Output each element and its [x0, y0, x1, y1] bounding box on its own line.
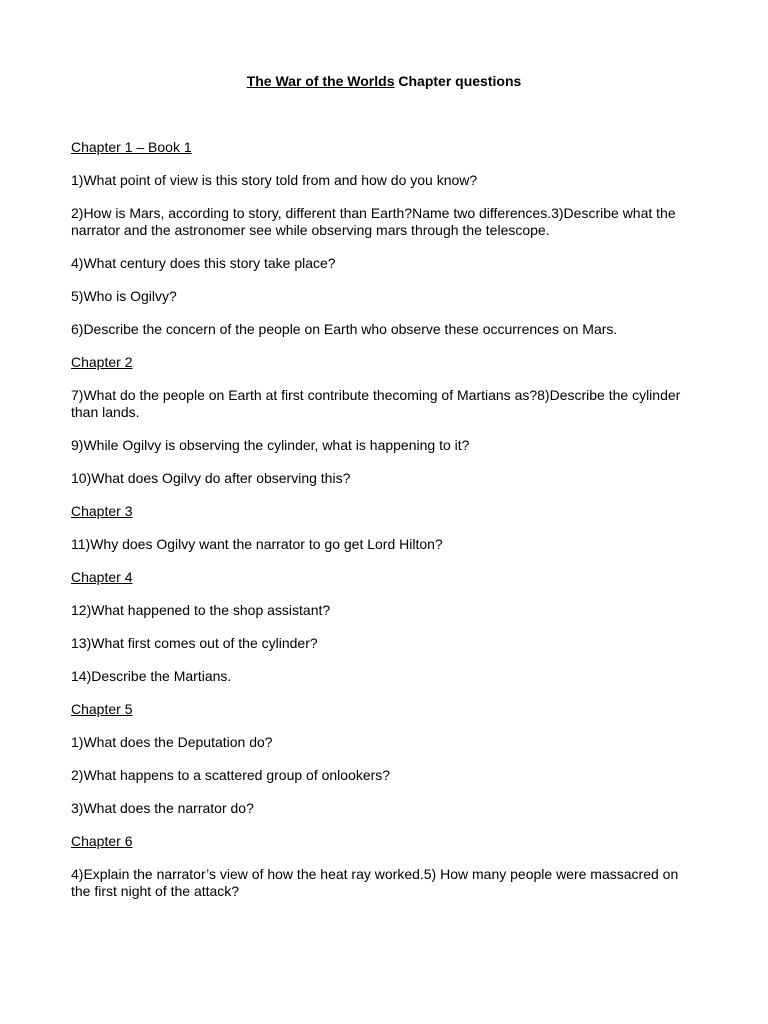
question-item: 2)How is Mars, according to story, different than Earth?Name two differences.3)Describe what the narrator and the astronomer see while observing mars through the telescope.: [71, 205, 676, 238]
question-item: 11)Why does Ogilvy want the narrator to go get Lord Hilton?: [71, 536, 443, 552]
question-item: 3)What does the narrator do?: [71, 800, 254, 816]
chapter-heading: Chapter 5: [71, 701, 133, 717]
title-book-name: The War of the Worlds: [246, 73, 395, 89]
chapter-heading: Chapter 1 – Book 1: [71, 139, 192, 155]
question-item: 13)What first comes out of the cylinder?: [71, 635, 318, 651]
title-suffix: Chapter questions: [394, 73, 522, 89]
question-item: 6)Describe the concern of the people on Earth who observe these occurrences on Mars.: [71, 321, 618, 337]
question-item: 5)Who is Ogilvy?: [71, 288, 177, 304]
document-title: [0, 72, 768, 90]
chapter-heading: Chapter 3: [71, 503, 133, 519]
question-item: 10)What does Ogilvy do after observing this?: [71, 470, 351, 486]
question-item: 2)What happens to a scattered group of onlookers?: [71, 767, 391, 783]
chapter-heading: Chapter 6: [71, 833, 133, 849]
question-item: 9)While Ogilvy is observing the cylinder, what is happening to it?: [71, 437, 470, 453]
question-item: 1)What point of view is this story told from and how do you know?: [71, 172, 478, 188]
question-item: 1)What does the Deputation do?: [71, 734, 273, 750]
chapter-heading: Chapter 4: [71, 569, 133, 585]
question-item: 12)What happened to the shop assistant?: [71, 602, 331, 618]
chapter-heading: Chapter 2: [71, 354, 133, 370]
question-item: 14)Describe the Martians.: [71, 668, 232, 684]
question-item: 4)What century does this story take place?: [71, 255, 336, 271]
question-item: 7)What do the people on Earth at first contribute thecoming of Martians as?8)Describe the cylinder than lands.: [71, 387, 681, 420]
document-body: [71, 139, 701, 916]
question-item: 4)Explain the narrator’s view of how the heat ray worked.5) How many people were massacred on the first night of the attack?: [71, 866, 679, 899]
